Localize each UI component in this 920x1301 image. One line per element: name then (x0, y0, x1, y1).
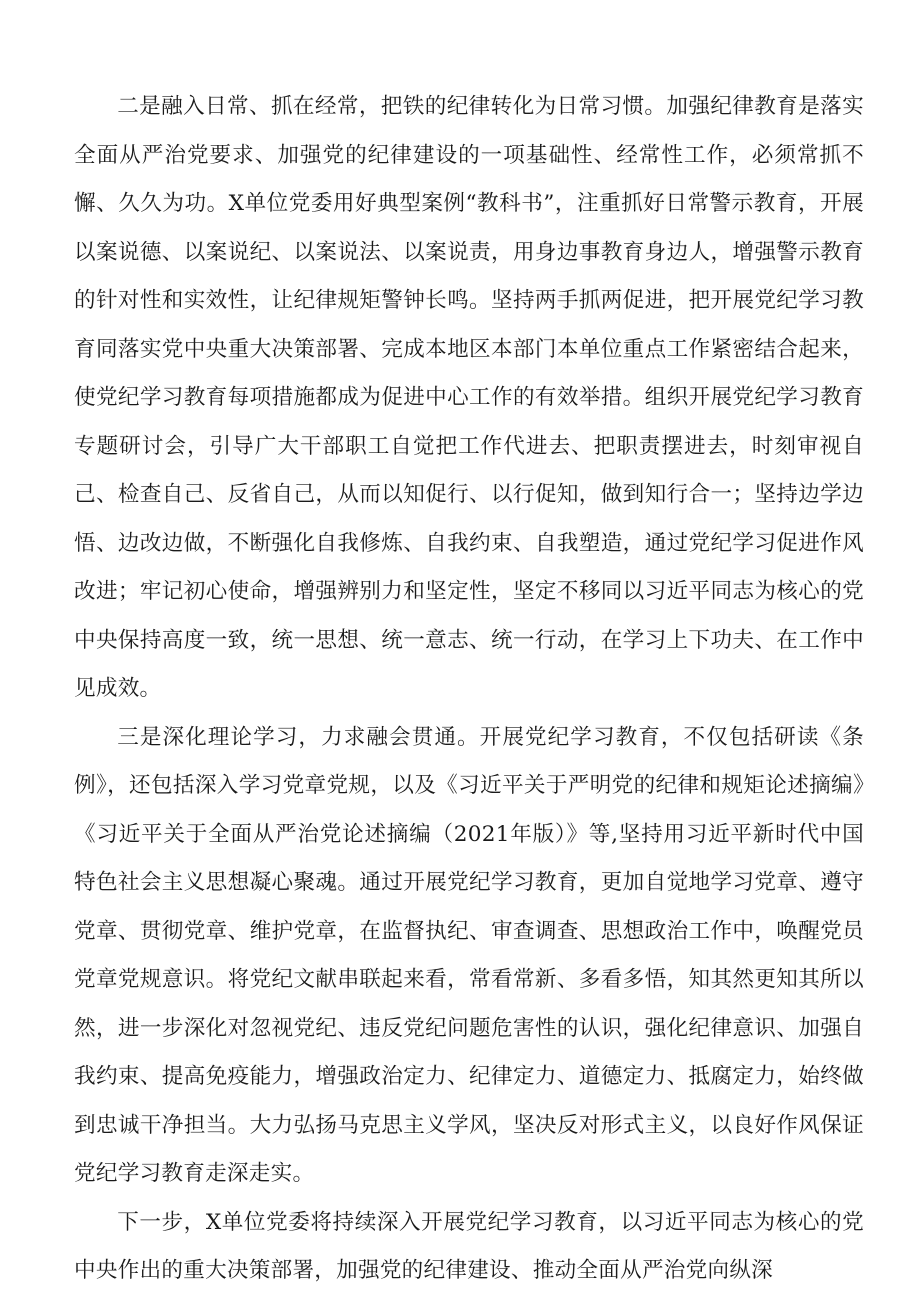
paragraph-deepen-theory: 三是深化理论学习，力求融会贯通。开展党纪学习教育，不仅包括研读《条例》，还包括深入学习党章党规，以及《习近平关于严明党的纪律和规矩论述摘编》《习近平关于全面从严治党论述摘编（2021年版）》等,坚持用习近平新时代中国特色社会主义思想凝心聚魂。通过开展党纪学习教育，更加自觉地学习党章、遵守党章、贯彻党章、维护党章，在监督执纪、审查调查、思想政治工作中，唤醒党员党章党规意识。将党纪文献串联起来看，常看常新、多看多悟，知其然更知其所以然，进一步深化对忽视党纪、违反党纪问题危害性的认识，强化纪律意识、加强自我约束、提高免疫能力，增强政治定力、纪律定力、道德定力、抵腐定力，始终做到忠诚干净担当。大力弘扬马克思主义学风，坚决反对形式主义，以良好作风保证党纪学习教育走深走实。 (74, 724, 864, 1186)
document-body (74, 83, 864, 1296)
paragraph-next-step: 下一步，X单位党委将持续深入开展党纪学习教育，以习近平同志为核心的党中央作出的重大决策部署，加强党的纪律建设、推动全面从严治党向纵深 (74, 1209, 864, 1283)
paragraph-integrate-daily: 二是融入日常、抓在经常，把铁的纪律转化为日常习惯。加强纪律教育是落实全面从严治党要求、加强党的纪律建设的一项基础性、经常性工作，必须常抓不懈、久久为功。X单位党委用好典型案例“教科书”，注重抓好日常警示教育，开展以案说德、以案说纪、以案说法、以案说责，用身边事教育身边人，增强警示教育的针对性和实效性，让纪律规矩警钟长鸣。坚持两手抓两促进，把开展党纪学习教育同落实党中央重大决策部署、完成本地区本部门本单位重点工作紧密结合起来，使党纪学习教育每项措施都成为促进中心工作的有效举措。组织开展党纪学习教育专题研讨会，引导广大干部职工自觉把工作代进去、把职责摆进去，时刻审视自己、检查自己、反省自己，从而以知促行、以行促知，做到知行合一；坚持边学边悟、边改边做，不断强化自我修炼、自我约束、自我塑造，通过党纪学习促进作风改进；牢记初心使命，增强辨别力和坚定性，坚定不移同以习近平同志为核心的党中央保持高度一致，统一思想、统一意志、统一行动，在学习上下功夫、在工作中见成效。 (74, 94, 864, 701)
